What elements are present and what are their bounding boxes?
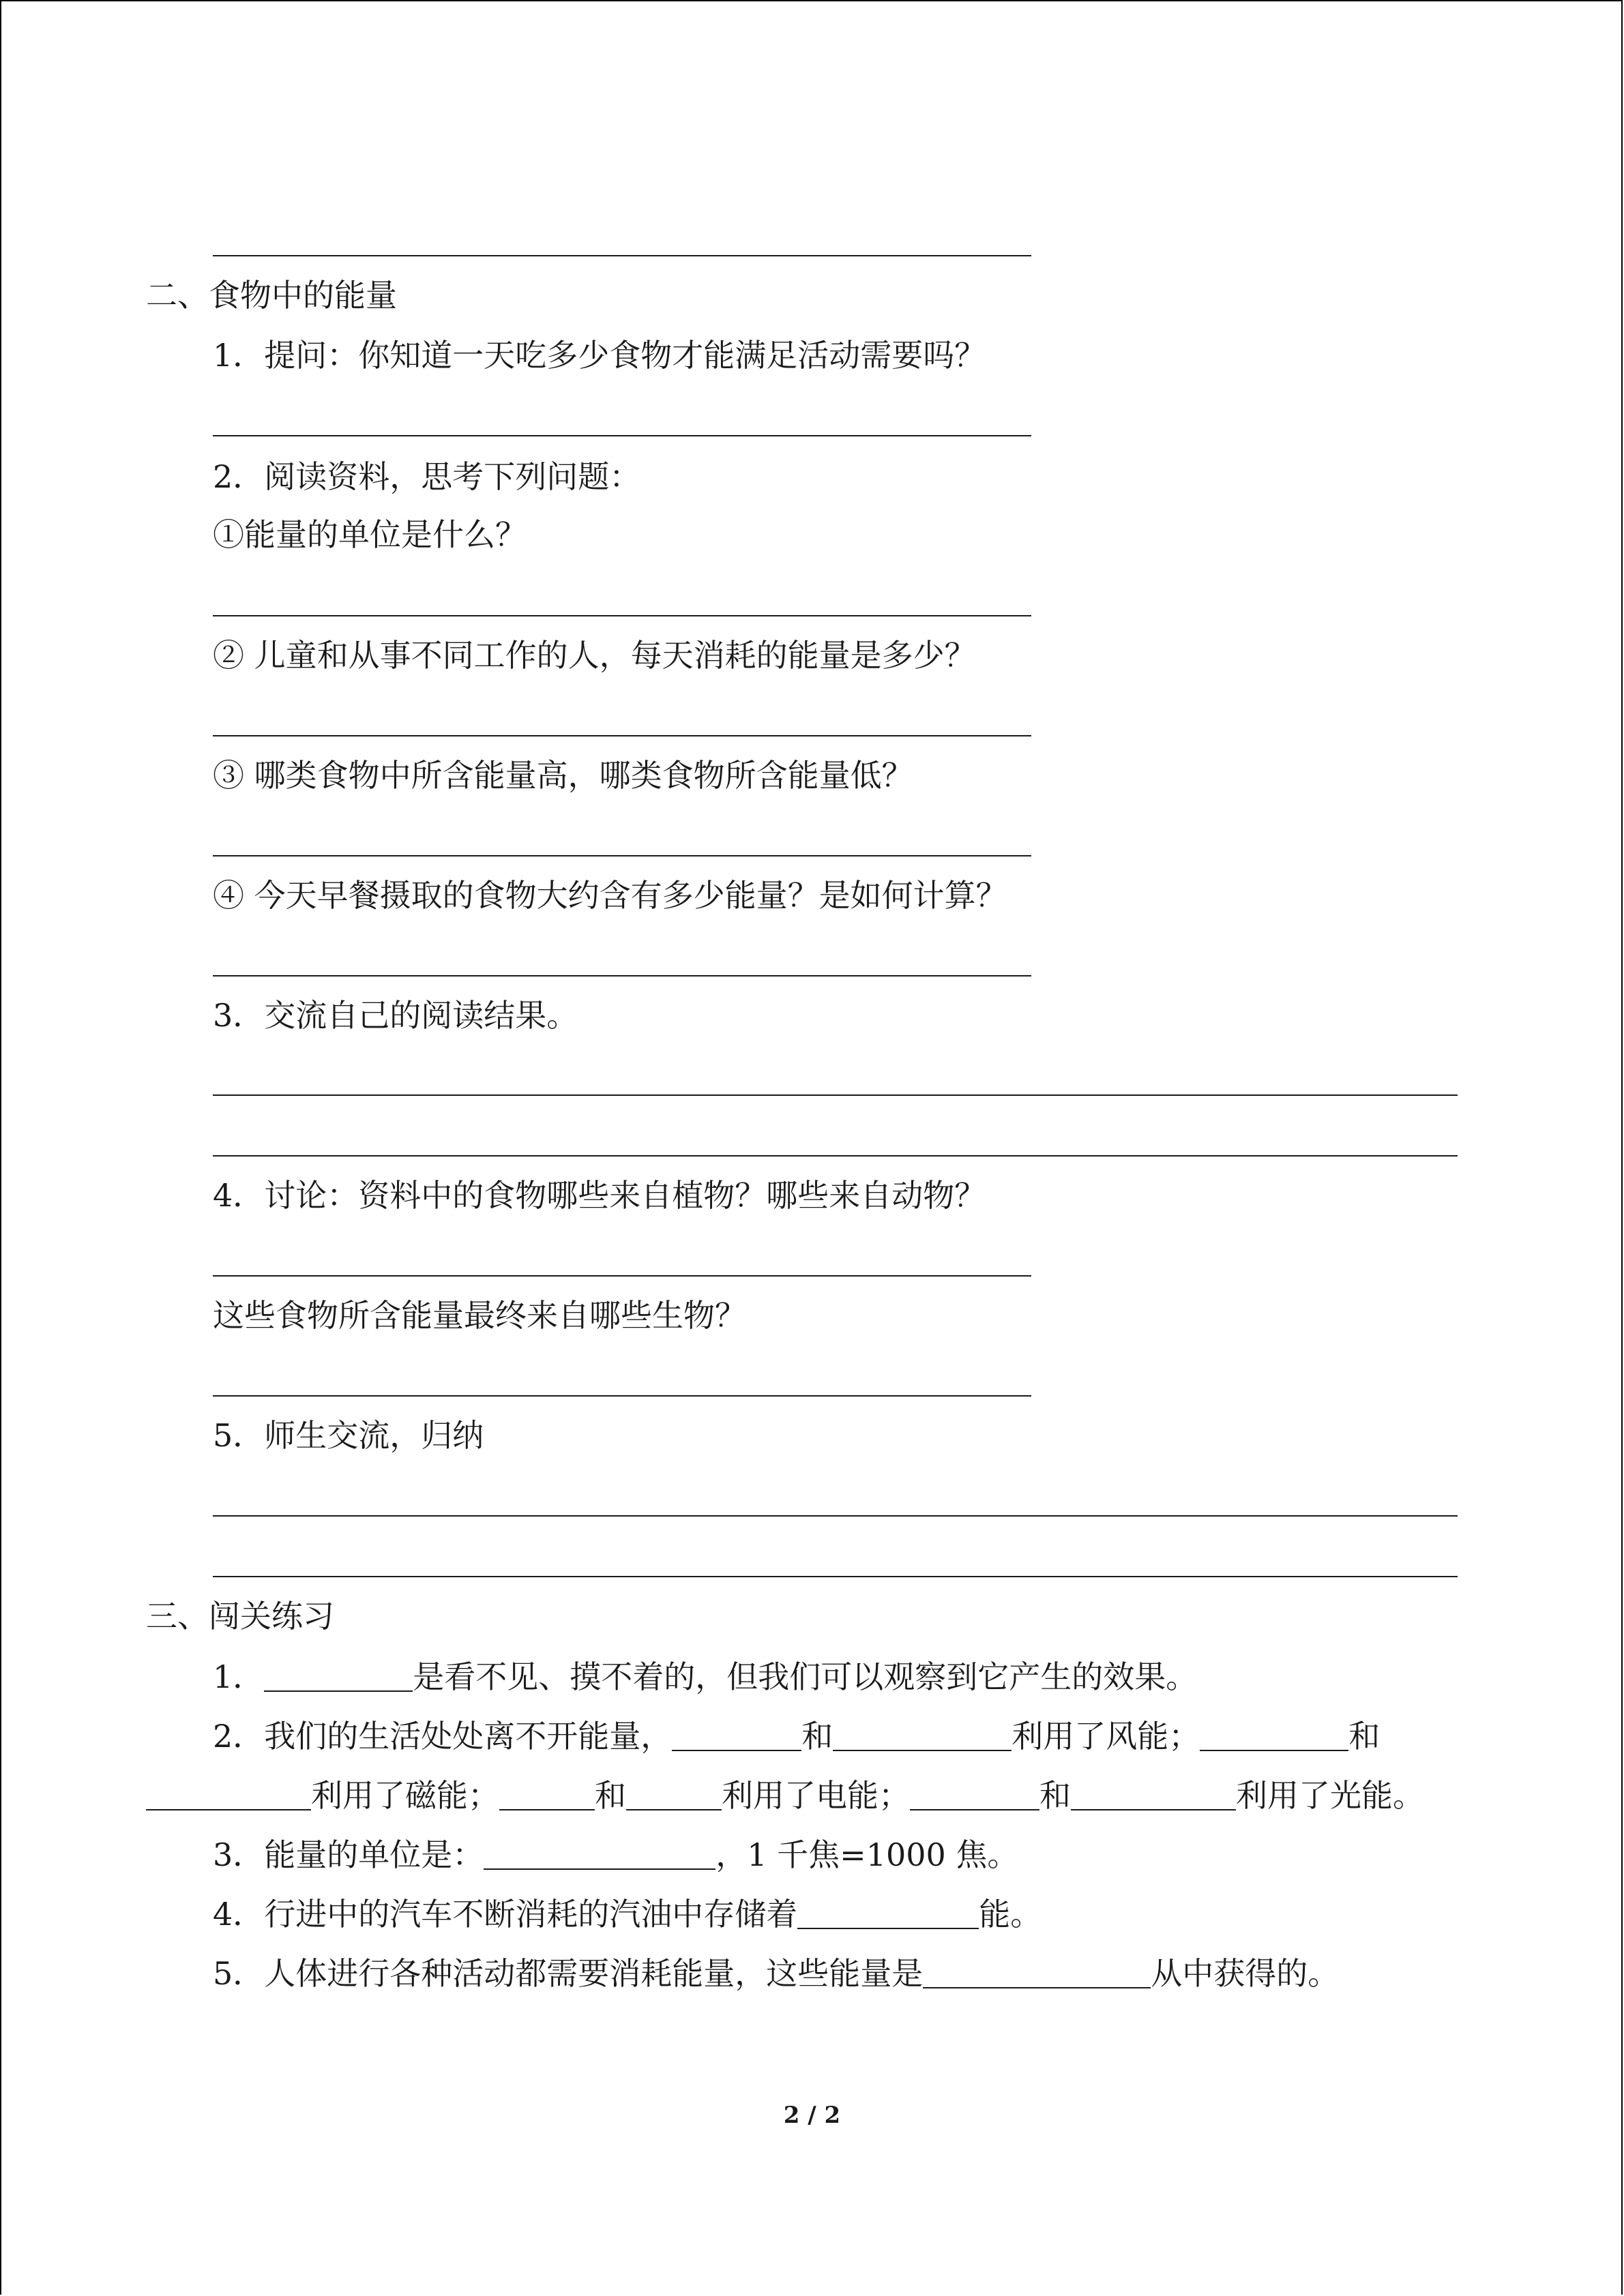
exercise-number: 2． xyxy=(213,1718,265,1755)
exercise-text: 利用了风能； xyxy=(1012,1718,1200,1755)
exercise-text: 利用了光能。 xyxy=(1236,1777,1424,1814)
fill-blank[interactable] xyxy=(672,1718,801,1751)
exercise-text: 我们的生活处处离不开能量， xyxy=(264,1718,673,1755)
exercise-text: ，1 千焦=1000 焦。 xyxy=(715,1836,1019,1873)
fill-blank[interactable] xyxy=(484,1837,715,1870)
exercise-text: 和 xyxy=(595,1777,626,1814)
page-number: 2 / 2 xyxy=(783,2102,841,2129)
fill-blank[interactable] xyxy=(797,1896,979,1929)
question-2-4: ④ 今天早餐摄取的食物大约含有多少能量？是如何计算？ xyxy=(213,877,1007,914)
fill-blank[interactable] xyxy=(264,1659,413,1692)
fill-blank[interactable] xyxy=(923,1956,1151,1988)
question-4: 4．讨论：资料中的食物哪些来自植物？哪些来自动物？ xyxy=(213,1177,986,1214)
exercise-text: 利用了磁能； xyxy=(311,1777,499,1814)
answer-line xyxy=(213,1576,1458,1577)
fill-blank[interactable] xyxy=(1071,1778,1236,1810)
answer-line xyxy=(213,615,1031,616)
exercise-text: 从中获得的。 xyxy=(1151,1955,1340,1992)
fill-blank[interactable] xyxy=(146,1778,311,1810)
exercise-1 xyxy=(213,1657,1197,1697)
exercise-2-line-2 xyxy=(146,1776,1424,1815)
question-2: 2．阅读资料，思考下列问题： xyxy=(213,458,641,495)
fill-blank[interactable] xyxy=(499,1778,595,1810)
section-heading: 三、闯关练习 xyxy=(146,1598,334,1635)
answer-line xyxy=(213,255,1031,256)
exercise-3 xyxy=(213,1835,1018,1875)
exercise-text: 3．能量的单位是： xyxy=(213,1836,484,1873)
exercise-text: 是看不见、摸不着的，但我们可以观察到它产生的效果。 xyxy=(413,1658,1198,1695)
exercise-text: 和 xyxy=(1348,1718,1381,1755)
answer-line xyxy=(213,735,1031,736)
exercise-4 xyxy=(213,1894,1042,1934)
exercise-text: 5．人体进行各种活动都需要消耗能量，这些能量是 xyxy=(213,1955,924,1992)
exercise-number: 1． xyxy=(213,1658,265,1695)
exercise-text: 和 xyxy=(1039,1777,1071,1814)
answer-line xyxy=(213,1395,1031,1397)
question-4-follow: 这些食物所含能量最终来自哪些生物？ xyxy=(213,1297,746,1334)
answer-line xyxy=(213,1515,1458,1517)
fill-blank[interactable] xyxy=(1200,1718,1348,1751)
question-2-2: ② 儿童和从事不同工作的人，每天消耗的能量是多少？ xyxy=(213,637,976,674)
question-1: 1．提问：你知道一天吃多少食物才能满足活动需要吗？ xyxy=(213,337,986,374)
answer-line xyxy=(213,1094,1458,1096)
exercise-text: 利用了电能； xyxy=(722,1777,910,1814)
answer-line xyxy=(213,1155,1458,1157)
answer-line xyxy=(213,1275,1031,1277)
fill-blank[interactable] xyxy=(833,1718,1012,1751)
question-3: 3．交流自己的阅读结果。 xyxy=(213,997,578,1034)
question-2-3: ③ 哪类食物中所含能量高，哪类食物所含能量低？ xyxy=(213,757,913,794)
exercise-5 xyxy=(213,1954,1339,1993)
question-2-1: ①能量的单位是什么？ xyxy=(213,516,527,553)
exercise-text: 能。 xyxy=(979,1896,1042,1933)
answer-line xyxy=(213,975,1031,976)
exercise-text: 和 xyxy=(801,1718,833,1755)
exercise-text: 4．行进中的汽车不断消耗的汽油中存储着 xyxy=(213,1896,798,1933)
section-heading: 二、食物中的能量 xyxy=(146,277,397,314)
answer-line xyxy=(213,855,1031,856)
fill-blank[interactable] xyxy=(910,1778,1039,1810)
exercise-2-line-1 xyxy=(213,1716,1380,1756)
question-5: 5．师生交流，归纳 xyxy=(213,1417,484,1454)
fill-blank[interactable] xyxy=(626,1778,722,1810)
answer-line xyxy=(213,435,1031,436)
